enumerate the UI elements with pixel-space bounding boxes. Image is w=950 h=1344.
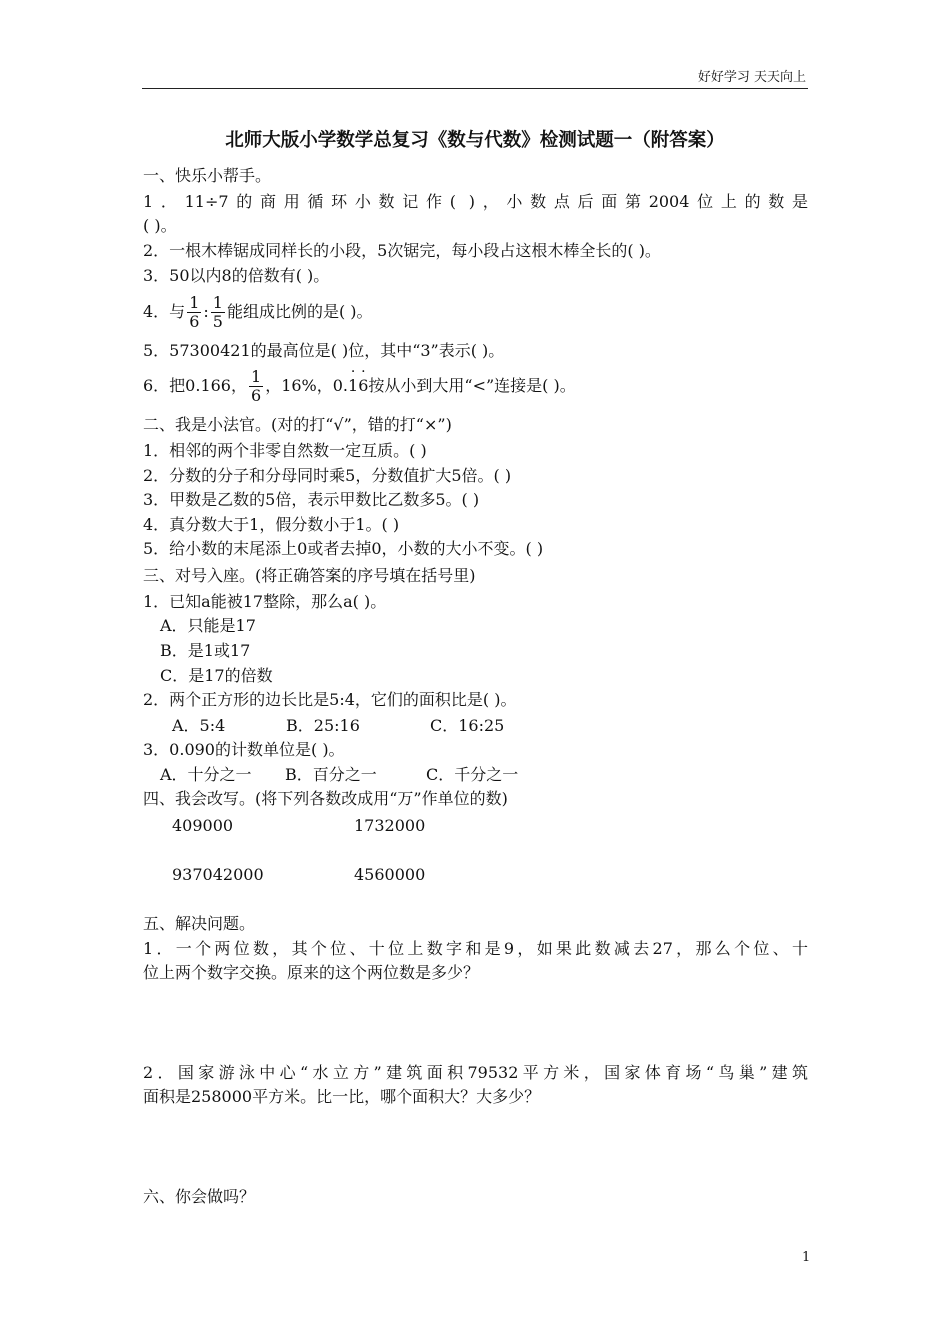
fraction-one-sixth <box>249 368 263 405</box>
number-item: 4560000 <box>354 865 426 884</box>
question-5-2-line2: 面积是258000平方米。比一比，哪个面积大？大多少？ <box>143 1087 541 1106</box>
option-c: C．是17的倍数 <box>160 666 273 685</box>
header-motto: 好好学习 天天向上 <box>697 70 806 85</box>
section3-heading: 三、对号入座。(将正确答案的序号填在括号里) <box>143 566 476 585</box>
question-2-3: 3．甲数是乙数的5倍，表示甲数比乙数多5。( ) <box>143 490 480 509</box>
option-c: C．千分之一 <box>426 765 519 784</box>
q4-suffix: 能组成比例的是( )。 <box>226 302 373 321</box>
question-2-2: 2．分数的分子和分母同时乘5，分数值扩大5倍。( ) <box>143 466 512 485</box>
option-b: B．百分之一 <box>285 765 377 784</box>
question-2-5: 5．给小数的末尾添上0或者去掉0，小数的大小不变。( ) <box>143 539 544 558</box>
number-item: 409000 <box>172 816 234 835</box>
option-a: A．只能是17 <box>160 616 256 635</box>
question-3-3: 3．0.090的计数单位是( )。 <box>143 740 345 759</box>
fraction-one-fifth <box>211 294 225 331</box>
option-b: B．是1或17 <box>160 641 251 660</box>
question-5-1-line1: 1．一个两位数，其个位、十位上数字和是9，如果此数减去27，那么个位、十 <box>143 939 808 958</box>
section5-heading: 五、解决问题。 <box>143 914 256 933</box>
numbers-row <box>172 864 425 886</box>
frac-num: 1 <box>189 293 200 312</box>
options-row <box>172 715 504 737</box>
frac-den: 6 <box>189 312 200 331</box>
option-a: A．十分之一 <box>160 765 252 784</box>
frac-den: 5 <box>212 312 223 331</box>
frac-num: 1 <box>212 293 223 312</box>
frac-den: 6 <box>251 386 262 405</box>
question-2-1: 1．相邻的两个非零自然数一定互质。( ) <box>143 441 427 460</box>
question-1-6 <box>143 368 576 405</box>
question-5-2-line1: 2．国家游泳中心“水立方”建筑面积79532平方米，国家体育场“鸟巢”建筑 <box>143 1063 808 1082</box>
section6-heading: 六、你会做吗？ <box>143 1187 256 1206</box>
question-1-4 <box>143 294 373 331</box>
section1-heading: 一、快乐小帮手。 <box>143 166 272 185</box>
question-3-1: 1．已知a能被17整除，那么a( )。 <box>143 592 387 611</box>
number-item: 937042000 <box>172 865 264 884</box>
q6-mid: ，16%，0. <box>265 376 349 395</box>
question-1-2: 2．一根木棒锯成同样长的小段，5次锯完，每小段占这根木棒全长的( )。 <box>143 241 661 260</box>
page-number: 1 <box>802 1250 811 1265</box>
question-3-2: 2．两个正方形的边长比是5:4，它们的面积比是( )。 <box>143 690 517 709</box>
repeating-digit: · 6 <box>358 375 368 397</box>
question-1-3: 3．50以内8的倍数有( )。 <box>143 266 330 285</box>
question-2-4: 4．真分数大于1，假分数小于1。( ) <box>143 515 400 534</box>
option-a: A．5:4 <box>172 716 226 735</box>
ratio-colon: : <box>203 302 209 321</box>
options-row <box>160 764 518 786</box>
frac-num: 1 <box>251 367 262 386</box>
question-1-1-line2: ( )。 <box>143 216 177 235</box>
question-1-1-line1: 1．11÷7的商用循环小数记作( )，小数点后面第2004位上的数是 <box>143 192 808 211</box>
option-c: C．16:25 <box>430 716 505 735</box>
option-b: B．25:16 <box>286 716 360 735</box>
q6-prefix: 6．把0.166， <box>143 376 247 395</box>
page-title: 北师大版小学数学总复习《数与代数》检测试题一（附答案） <box>225 130 725 151</box>
question-1-5: 5．57300421的最高位是( )位，其中“3”表示( )。 <box>143 341 505 360</box>
q4-prefix: 4．与 <box>143 302 186 321</box>
numbers-row <box>172 815 425 837</box>
section2-heading: 二、我是小法官。(对的打“√”，错的打“×”) <box>143 415 452 434</box>
fraction-one-sixth <box>187 294 201 331</box>
number-item: 1732000 <box>354 816 426 835</box>
header-divider <box>142 88 808 89</box>
question-5-1-line2: 位上两个数字交换。原来的这个两位数是多少？ <box>143 963 480 982</box>
section4-heading: 四、我会改写。(将下列各数改成用“万”作单位的数) <box>143 789 508 808</box>
repeating-digit: · 1 <box>348 375 358 397</box>
q6-suffix: 按从小到大用“<”连接是( )。 <box>368 376 576 395</box>
